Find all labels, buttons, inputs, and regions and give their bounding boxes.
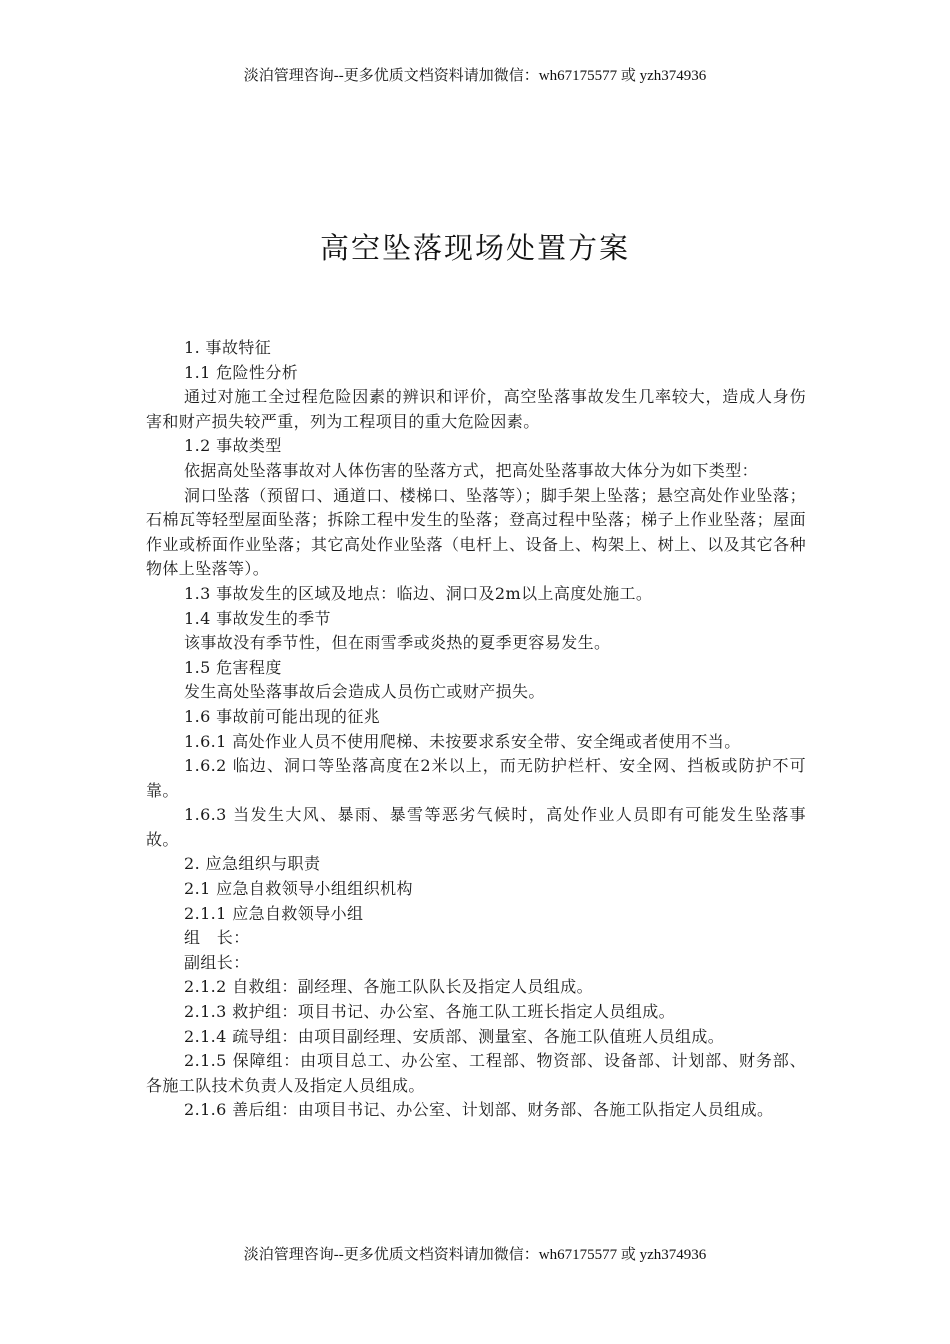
body-paragraph: 2.1.3 救护组：项目书记、办公室、各施工队工班长指定人员组成。 [184, 1002, 675, 1022]
body-paragraph: 洞口坠落（预留口、通道口、楼梯口、坠落等）；脚手架上坠落；悬空高处作业坠落； 石棉瓦等轻型屋面坠落；拆除工程中发生的坠落；登高过程中坠落；梯子上作业坠落；屋面作业或桥面作业坠落；其它高处作业坠落（电杆上、设备上、构架上、树上、以及其它各种物体上坠落等）。 [146, 485, 806, 579]
body-paragraph: 2.1.2 自救组：副经理、各施工队队长及指定人员组成。 [184, 977, 593, 997]
subsection-heading: 2.1.1 应急自救领导小组 [184, 903, 364, 923]
page-footer: 淡泊管理咨询--更多优质文档资料请加微信：wh67175577 或 yzh374936 [243, 1247, 707, 1263]
subsection-heading: 2.1 应急自救领导小组组织机构 [184, 879, 413, 899]
body-paragraph: 2.1.6 善后组：由项目书记、办公室、计划部、财务部、各施工队指定人员组成。 [184, 1100, 774, 1120]
subsection-heading: 1.6 事故前可能出现的征兆 [184, 706, 381, 726]
body-paragraph: 副组长： [184, 952, 250, 972]
body-paragraph: 2.1.4 疏导组：由项目副经理、安质部、测量室、各施工队值班人员组成。 [184, 1026, 725, 1046]
body-paragraph: 1.6.1 高处作业人员不使用爬梯、未按要求系安全带、安全绳或者使用不当。 [184, 731, 741, 751]
subsection-heading: 1.5 危害程度 [184, 657, 282, 677]
body-paragraph: 通过对施工全过程危险因素的辨识和评价，高空坠落事故发生几率较大，造成人身伤害和财产损失较严重，列为工程项目的重大危险因素。 [146, 387, 806, 431]
subsection-heading: 1.4 事故发生的季节 [184, 608, 331, 628]
subsection-heading: 1.2 事故类型 [184, 436, 282, 456]
body-paragraph: 依据高处坠落事故对人体伤害的坠落方式，把高处坠落事故大体分为如下类型： [184, 460, 759, 480]
body-paragraph: 2.1.5 保障组：由项目总工、办公室、工程部、物资部、设备部、计划部、财务部、各施工队技术负责人及指定人员组成。 [146, 1051, 806, 1095]
body-paragraph: 1.6.3 当发生大风、暴雨、暴雪等恶劣气候时，高处作业人员即有可能发生坠落事故。 [146, 805, 806, 849]
page-header: 淡泊管理咨询--更多优质文档资料请加微信：wh67175577 或 yzh374936 [243, 68, 707, 84]
body-paragraph: 发生高处坠落事故后会造成人员伤亡或财产损失。 [184, 682, 545, 702]
section-heading: 2. 应急组织与职责 [184, 854, 321, 874]
subsection-heading: 1.1 危险性分析 [184, 362, 299, 382]
subsection-heading: 1.3 事故发生的区域及地点：临边、洞口及2m以上高度处施工。 [184, 583, 653, 603]
body-paragraph: 1.6.2 临边、洞口等坠落高度在2米以上，而无防护栏杆、安全网、挡板或防护不可靠。 [146, 756, 806, 800]
body-paragraph: 组 长： [184, 928, 250, 948]
document-title: 高空坠落现场处置方案 [319, 231, 630, 265]
document-body [146, 336, 806, 1123]
section-heading: 1. 事故特征 [184, 338, 272, 357]
body-paragraph: 该事故没有季节性，但在雨雪季或炎热的夏季更容易发生。 [184, 633, 611, 653]
